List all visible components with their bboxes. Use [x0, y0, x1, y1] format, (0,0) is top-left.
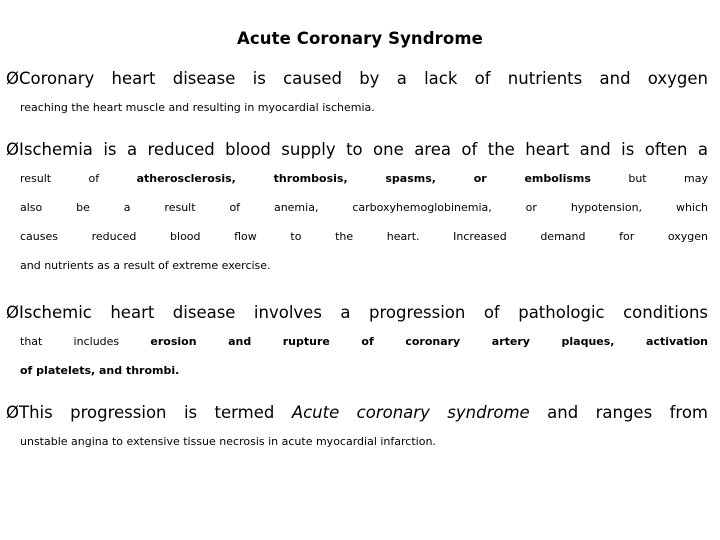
bullet-4-line-1: ØThis progression is termed Acute coronary syndrome and ranges from [6, 403, 708, 422]
bullet-1 [6, 64, 708, 122]
bullet-2-line-4: causes reduced blood flow to the heart. Increased demand for oxygen [20, 230, 708, 243]
bullet-4 [6, 398, 708, 456]
bold-text: erosion and rupture of coronary artery plaques, activation [150, 335, 708, 348]
bullet-arrow-icon: Ø [6, 403, 19, 422]
bullet-arrow-icon: Ø [6, 69, 19, 88]
bullet-1-line-2: reaching the heart muscle and resulting in myocardial ischemia. [20, 101, 375, 114]
bullet-3-line-3: of platelets, and thrombi. [20, 364, 180, 377]
bullet-3 [6, 298, 708, 385]
italic-text: Acute coronary syndrome [291, 403, 530, 422]
bullet-3-line-1: ØIschemic heart disease involves a progression of pathologic conditions [6, 303, 708, 322]
bullet-4-line-2: unstable angina to extensive tissue necrosis in acute myocardial infarction. [20, 435, 436, 448]
bullet-2-line-2: result of atherosclerosis, thrombosis, spasms, or embolisms but may [20, 172, 709, 185]
bullet-arrow-icon: Ø [6, 303, 19, 322]
bullet-2-line-3: also be a result of anemia, carboxyhemoglobinemia, or hypotension, which [20, 201, 708, 214]
bullet-3-line-2: that includes erosion and rupture of coronary artery plaques, activation [20, 335, 708, 348]
bullet-arrow-icon: Ø [6, 140, 19, 159]
bullet-1-line-1: ØCoronary heart disease is caused by a lack of nutrients and oxygen [6, 69, 708, 88]
bullet-2 [6, 135, 708, 280]
page-title: Acute Coronary Syndrome [237, 29, 483, 48]
bold-text: atherosclerosis, thrombosis, spasms, or embolisms [136, 172, 591, 185]
bullet-2-line-5: and nutrients as a result of extreme exercise. [20, 259, 271, 272]
bullet-2-line-1: ØIschemia is a reduced blood supply to one area of the heart and is often a [6, 140, 708, 159]
